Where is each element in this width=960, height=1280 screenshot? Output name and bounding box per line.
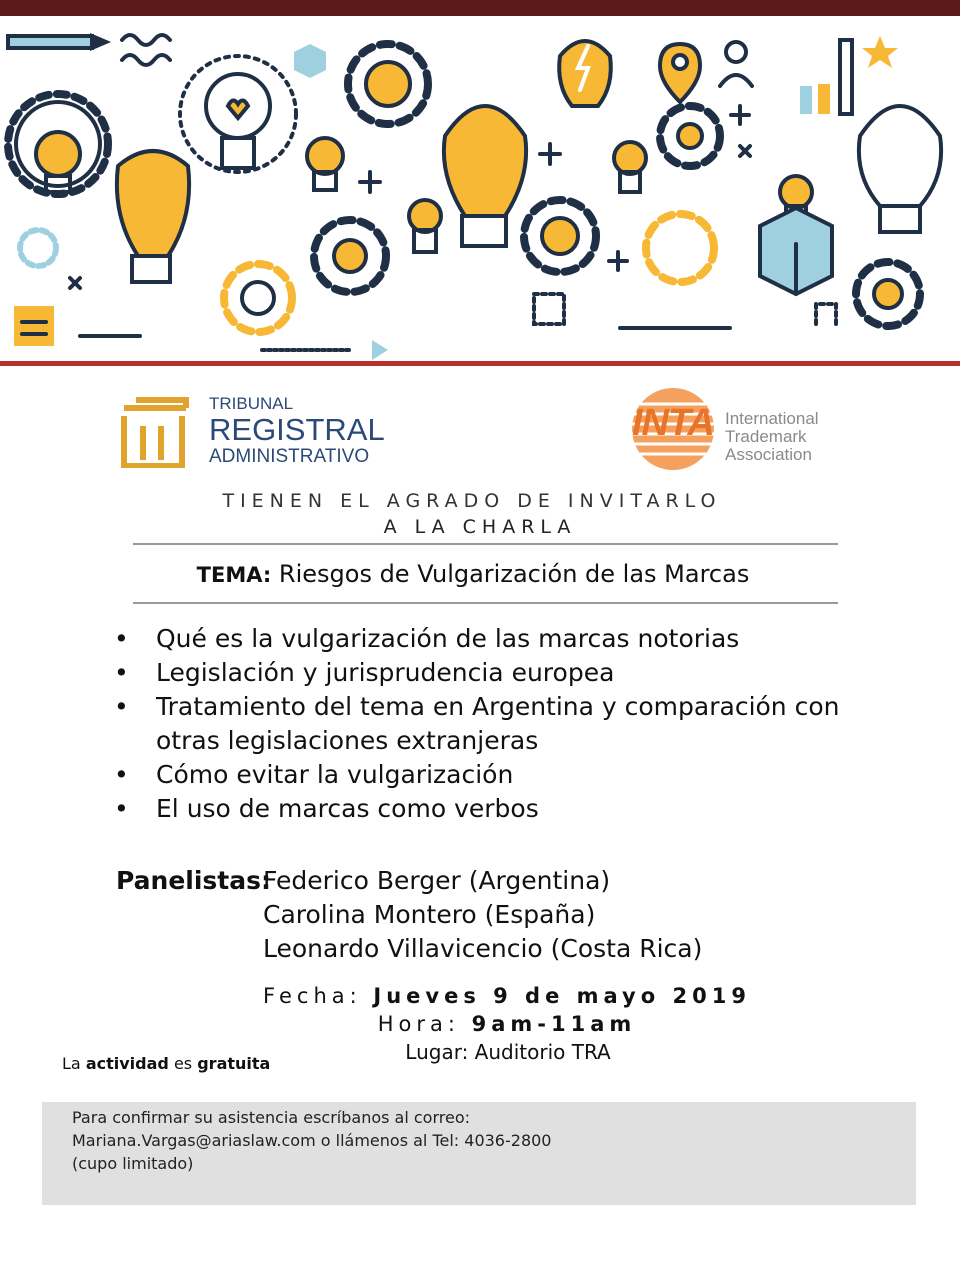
- panelist-name: Leonardo Villavicencio (Costa Rica): [263, 934, 703, 963]
- free-word2: gratuita: [197, 1054, 271, 1073]
- event-time: [0, 1012, 960, 1036]
- panelist-name: Federico Berger (Argentina): [263, 866, 611, 895]
- free-prefix: La: [62, 1054, 81, 1073]
- panelists-label: Panelistas:: [116, 866, 271, 895]
- panelists-names: [263, 864, 702, 966]
- innovation-banner: [0, 16, 960, 362]
- list-item: • Legislación y jurisprudencia europea: [114, 656, 874, 690]
- rsvp-line2: [72, 1129, 551, 1152]
- topic-bottom-rule: [133, 602, 838, 604]
- gear-icon: [524, 200, 596, 272]
- tra-logo-line1: TRIBUNAL: [209, 394, 294, 413]
- list-item: • El uso de marcas como verbos: [114, 792, 874, 826]
- time-value: 9am-11am: [471, 1012, 637, 1036]
- invitation-line1: TIENEN EL AGRADO DE INVITARLO: [222, 490, 722, 512]
- top-dark-bar: [0, 0, 960, 16]
- gear-icon: [314, 220, 386, 292]
- location-pin-icon: [660, 44, 700, 102]
- event-place: Lugar: Auditorio TRA: [405, 1040, 611, 1064]
- lightbulb-icon: [859, 106, 941, 232]
- gear-icon: [660, 106, 720, 166]
- user-icon: [720, 42, 752, 86]
- inta-logo-line1: International: [725, 409, 819, 428]
- tra-logo: [120, 392, 410, 472]
- invitation-line2: A LA CHARLA: [383, 516, 577, 538]
- rsvp-line1: Para confirmar su asistencia escríbanos al correo:: [72, 1108, 471, 1127]
- inta-logo-word: INTA: [632, 402, 714, 444]
- date-value: Jueves 9 de mayo 2019: [373, 984, 751, 1008]
- list-item: • Qué es la vulgarización de las marcas notorias: [114, 622, 874, 656]
- lightbulb-icon: [409, 200, 441, 252]
- tra-mark-icon: [120, 396, 196, 468]
- topic-top-rule: [133, 543, 838, 545]
- free-word1: actividad: [85, 1054, 169, 1073]
- inta-logo-line3: Association: [725, 445, 812, 464]
- topics-list: [114, 622, 874, 826]
- tra-logo-line3: ADMINISTRATIVO: [209, 446, 370, 467]
- lightbulb-icon: [444, 106, 526, 246]
- rsvp-box: [42, 1102, 916, 1205]
- topic-heading: [0, 560, 946, 588]
- pencil-icon: [8, 36, 106, 48]
- topic-label: TEMA:: [196, 563, 272, 587]
- list-item: • Tratamiento del tema en Argentina y comparación con otras legislaciones extranjeras: [114, 690, 874, 758]
- date-label: Fecha:: [263, 984, 362, 1008]
- banner-divider: [0, 361, 960, 366]
- rsvp-email-link[interactable]: Mariana.Vargas@ariaslaw.com: [72, 1131, 316, 1150]
- rsvp-line3: (cupo limitado): [72, 1154, 194, 1173]
- gear-icon: [224, 264, 292, 332]
- gear-icon: [20, 230, 56, 266]
- tra-logo-line2: REGISTRAL: [209, 412, 385, 447]
- lightning-icon: [559, 41, 611, 106]
- lightbulb-icon: [117, 151, 189, 282]
- box-icon: [760, 208, 832, 294]
- gear-icon: [348, 44, 428, 124]
- gear-icon: [856, 262, 920, 326]
- gear-icon: [646, 214, 714, 282]
- list-item: • Cómo evitar la vulgarización: [114, 758, 874, 792]
- free-middle: es: [173, 1054, 193, 1073]
- lightbulb-icon: [614, 142, 646, 192]
- time-label: Hora:: [377, 1012, 460, 1036]
- lightbulb-icon: [180, 56, 296, 172]
- free-activity-note: [62, 1054, 270, 1073]
- lightbulb-icon: [307, 138, 343, 190]
- inta-logo: [628, 384, 848, 474]
- panelist-name: Carolina Montero (España): [263, 900, 596, 929]
- star-icon: [862, 36, 898, 68]
- event-date: [0, 984, 960, 1008]
- topic-title: Riesgos de Vulgarización de las Marcas: [278, 560, 750, 588]
- rsvp-phone: o llámenos al Tel: 4036-2800: [315, 1131, 552, 1150]
- inta-logo-line2: Trademark: [725, 427, 807, 446]
